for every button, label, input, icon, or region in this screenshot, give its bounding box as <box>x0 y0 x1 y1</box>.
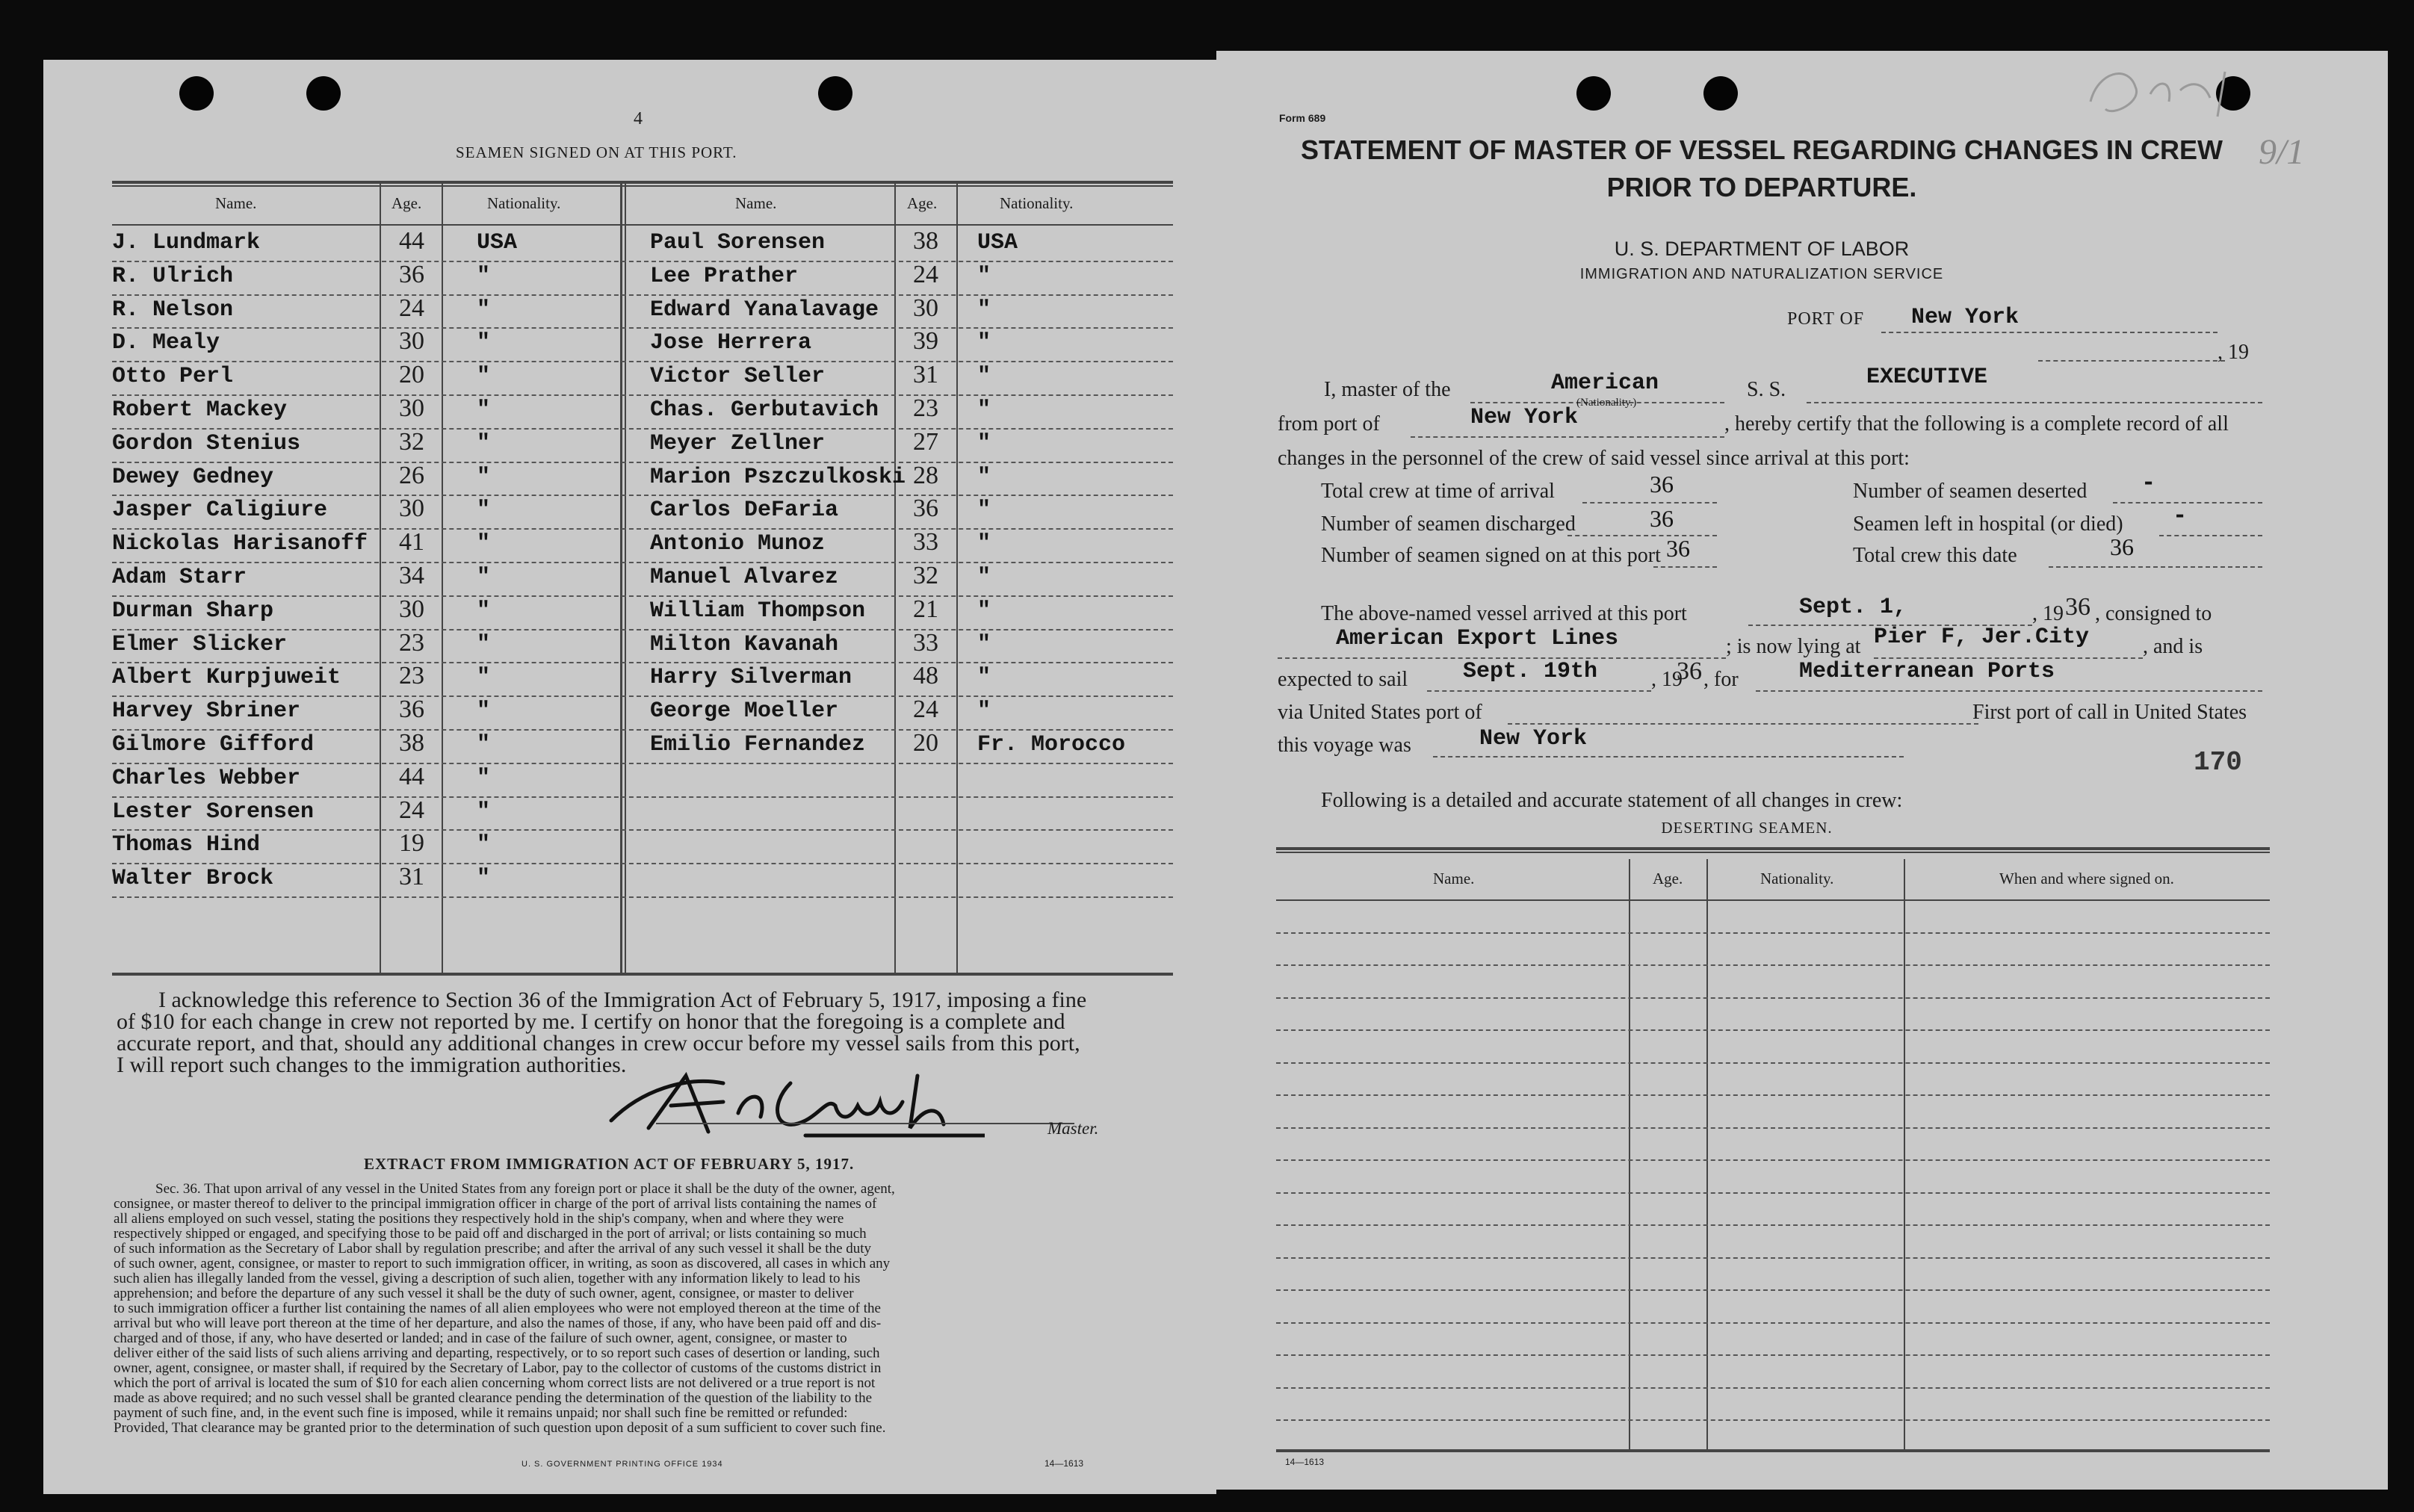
col-header-age: Age. <box>907 194 938 212</box>
deserted-value: - <box>2141 469 2156 497</box>
punch-hole <box>1703 76 1738 111</box>
arrived-label: The above-named vessel arrived at this port <box>1321 602 1687 625</box>
total-crew-date-value: 36 <box>2110 533 2134 560</box>
for-label: , for <box>1703 668 1739 691</box>
row-divider <box>112 662 1173 663</box>
crew-name: Harry Silverman <box>650 665 852 691</box>
crew-name: Manuel Alvarez <box>650 565 839 590</box>
crew-nationality: " <box>977 598 991 624</box>
lying-label: ; is now lying at <box>1726 635 1861 658</box>
port-label: PORT OF <box>1787 309 1865 329</box>
crew-nationality: " <box>977 397 991 423</box>
row-divider <box>112 394 1173 396</box>
crew-age: 39 <box>913 327 938 356</box>
extract-line: of such information as the Secretary of Labor shall by regulation prescribe; and after the arrival of any such vessel it shall be the duty <box>114 1241 872 1257</box>
crew-nationality: " <box>477 498 491 524</box>
col-header-name: Name. <box>1433 870 1475 887</box>
row-divider <box>1276 1127 2270 1129</box>
crew-name: Walter Brock <box>112 866 274 892</box>
crew-age: 20 <box>913 729 938 757</box>
crew-age: 36 <box>399 695 424 724</box>
row-divider <box>112 796 1173 798</box>
crew-age: 33 <box>913 528 938 557</box>
fill-line <box>1756 690 2262 692</box>
crew-nationality: " <box>977 364 991 390</box>
extract-line: respectively shipped or engaged, and specifying those to be paid off and discharged in the port of arrival; or lists containing so much <box>114 1226 867 1242</box>
crew-nationality: " <box>477 765 491 791</box>
printing-office: U. S. GOVERNMENT PRINTING OFFICE 1934 <box>522 1460 723 1469</box>
crew-name: Harvey Sbriner <box>112 698 301 725</box>
table-header-rule <box>1276 899 2270 901</box>
extract-line: apprehension; and before the departure of any such vessel it shall be the duty of such owner, agent, consignee, or master to deliver <box>114 1286 854 1301</box>
crew-nationality: " <box>977 498 991 524</box>
crew-nationality: " <box>477 565 491 590</box>
section-title: SEAMEN SIGNED ON AT THIS PORT. <box>456 143 737 161</box>
crew-age: 30 <box>399 327 424 356</box>
crew-age: 41 <box>399 528 424 557</box>
fill-line <box>2038 360 2225 362</box>
sail-year-prefix: , 19 <box>1651 668 1683 691</box>
table-bottom-rule <box>1276 1449 2270 1452</box>
fill-line <box>1881 332 2218 333</box>
col-header-nationality: Nationality. <box>487 194 561 212</box>
crew-name: Meyer Zellner <box>650 430 826 456</box>
fill-line <box>1653 566 1717 568</box>
total-crew-date-label: Total crew this date <box>1853 544 2017 567</box>
row-divider <box>1276 1289 2270 1291</box>
crew-name: J. Lundmark <box>112 230 261 255</box>
crew-nationality: " <box>977 430 991 456</box>
arrived-year-prefix: , 19 <box>2032 602 2064 625</box>
crew-nationality: " <box>477 832 491 858</box>
row-divider <box>112 261 1173 262</box>
crew-name: Emilio Fernandez <box>650 732 866 757</box>
crew-nationality: " <box>477 397 491 423</box>
left-page <box>43 60 1216 1494</box>
punch-hole <box>179 76 214 111</box>
crew-age: 36 <box>913 495 938 523</box>
form-title-line2: PRIOR TO DEPARTURE. <box>1606 172 1917 202</box>
extract-line: payment of such fine, and, in the event such fine is imposed, while it remains unpaid; nor shall such fine be remitted or refunded: <box>114 1405 848 1421</box>
extract-line: which the port of arrival is located the sum of $10 for each alien concerning whom correct lists are not delivered or a true report is not <box>114 1375 876 1391</box>
crew-nationality: " <box>477 866 491 892</box>
form-title: STATEMENT OF MASTER OF VESSEL REGARDING CHANGES IN CREW <box>1300 134 2223 165</box>
consigned-label: , consigned to <box>2095 602 2212 625</box>
row-divider <box>112 327 1173 329</box>
table-top-rule <box>1276 852 2270 853</box>
extract-line: charged and of those, if any, who have deserted or landed; and in case of the failure of such owner, agent, consignee, or master to <box>114 1330 847 1346</box>
extract-line: consignee, or master thereof to deliver to the principal immigration officer in charge of the port of arrival lists containing the names of <box>114 1196 877 1212</box>
total-crew-arrival-label: Total crew at time of arrival <box>1321 480 1555 503</box>
crew-age: 33 <box>913 628 938 657</box>
form-code: 14—1613 <box>1044 1458 1084 1469</box>
fill-line <box>2113 502 2262 504</box>
crew-nationality: " <box>477 297 491 323</box>
extract-line: of such owner, agent, consignee, or master to report to such immigration officer, in writing, as soon as discovered, all cases in which any <box>114 1256 891 1271</box>
crew-age: 38 <box>913 227 938 255</box>
row-divider <box>112 495 1173 496</box>
crew-name: Edward Yanalavage <box>650 297 879 323</box>
row-divider <box>112 562 1173 563</box>
fill-line <box>1807 402 2262 403</box>
crew-nationality: " <box>477 799 491 825</box>
expected-label: expected to sail <box>1278 668 1408 691</box>
master-of-label: I, master of the <box>1324 378 1451 401</box>
crew-age: 30 <box>399 394 424 422</box>
total-crew-arrival-value: 36 <box>1650 471 1674 498</box>
extract-line: made as above required; and no such vessel shall be granted clearance pending the determination of the question of the liability to the <box>114 1390 873 1406</box>
punch-hole <box>1576 76 1611 111</box>
discharged-value: 36 <box>1650 505 1674 532</box>
crew-name: Charles Webber <box>112 765 301 791</box>
punch-hole <box>818 76 852 111</box>
crew-age: 44 <box>399 227 424 255</box>
col-header-age: Age. <box>391 194 422 212</box>
following-text: Following is a detailed and accurate statement of all changes in crew: <box>1321 789 1903 812</box>
deserted-label: Number of seamen deserted <box>1853 480 2088 503</box>
col-header-nationality: Nationality. <box>1000 194 1074 212</box>
master-label: Master. <box>1047 1119 1099 1138</box>
fill-line <box>2049 566 2262 568</box>
column-divider <box>894 182 896 974</box>
crew-nationality: " <box>477 631 491 657</box>
extract-line: all aliens employed on such vessel, stating the positions they respectively hold in the ship's company, when and where they were <box>114 1211 844 1227</box>
crew-nationality: " <box>977 565 991 590</box>
row-divider <box>1276 1094 2270 1096</box>
discharged-label: Number of seamen discharged <box>1321 512 1576 536</box>
extract-line: owner, agent, consignee, or master shall, if required by the Secretary of Labor, pay to the collector of customs of the customs district in <box>114 1360 882 1376</box>
crew-nationality: " <box>477 263 491 289</box>
and-is-text: , and is <box>2143 635 2203 658</box>
lying-value: Pier F, Jer.City <box>1874 625 2090 650</box>
crew-name: R. Nelson <box>112 297 234 323</box>
port-value: New York <box>1911 305 2020 330</box>
crew-name: Carlos DeFaria <box>650 498 839 524</box>
signed-on-value: 36 <box>1666 535 1690 562</box>
crew-nationality: " <box>977 665 991 691</box>
crew-nationality: Fr. Morocco <box>977 732 1126 757</box>
form-number: Form 689 <box>1279 112 1326 124</box>
crew-name: R. Ulrich <box>112 263 234 289</box>
row-divider <box>1276 1257 2270 1259</box>
row-divider <box>1276 964 2270 966</box>
crew-nationality: " <box>977 698 991 725</box>
row-divider <box>112 829 1173 831</box>
ss-label: S. S. <box>1747 378 1786 401</box>
hospital-value: - <box>2173 502 2188 530</box>
crew-name: Lee Prather <box>650 263 799 289</box>
deserting-title: DESERTING SEAMEN. <box>1661 819 1833 837</box>
crew-age: 24 <box>913 695 938 724</box>
extract-line: Provided, That clearance may be granted prior to the determination of such question upon deposit of a sum sufficient to cover such fine. <box>114 1420 886 1436</box>
row-divider <box>1276 1419 2270 1421</box>
table-top-rule <box>112 185 1173 187</box>
row-divider <box>112 763 1173 764</box>
pencil-annotation <box>2083 57 2277 146</box>
crew-name: Jose Herrera <box>650 330 812 356</box>
row-divider <box>112 462 1173 463</box>
crew-nationality: " <box>977 531 991 557</box>
table-bottom-rule <box>112 973 1173 976</box>
crew-age: 32 <box>399 427 424 456</box>
signature-name-label <box>1047 1056 1051 1076</box>
column-divider <box>625 182 626 974</box>
crew-nationality: " <box>477 464 491 490</box>
arrived-year: 36 <box>2065 593 2090 621</box>
crew-name: Jasper Caligiure <box>112 498 328 524</box>
col-header-name: Name. <box>215 194 257 212</box>
row-divider <box>112 896 1173 898</box>
crew-age: 31 <box>913 361 938 389</box>
row-divider <box>112 863 1173 864</box>
crew-nationality: " <box>477 665 491 691</box>
crew-name: Albert Kurpjuweit <box>112 665 341 691</box>
extract-line: deliver either of the said lists of such aliens arriving and departing, respectively, or to so report such cases of desertion or landing, such <box>114 1345 880 1361</box>
crew-age: 38 <box>399 729 424 757</box>
extract-title: EXTRACT FROM IMMIGRATION ACT OF FEBRUARY 5, 1917. <box>364 1155 855 1173</box>
master-signature <box>596 1061 985 1143</box>
destination: Mediterranean Ports <box>1799 659 2055 684</box>
crew-age: 23 <box>399 662 424 690</box>
fill-line <box>1567 535 1717 536</box>
crew-age: 24 <box>399 796 424 824</box>
this-voyage-label: this voyage was <box>1278 734 1411 757</box>
crew-name: Marion Pszczulkoski <box>650 464 906 490</box>
row-divider <box>112 695 1173 697</box>
ack-line: I acknowledge this reference to Section 36 of the Immigration Act of February 5, 1917, imposing a fine <box>158 988 1087 1012</box>
fill-line <box>2159 535 2262 536</box>
crew-nationality: " <box>477 698 491 725</box>
col-header-age: Age. <box>1653 870 1683 887</box>
nationality-caption: (Nationality.) <box>1576 397 1637 409</box>
via-label: via United States port of <box>1278 701 1482 724</box>
first-port-value: New York <box>1479 726 1588 752</box>
row-divider <box>1276 1224 2270 1226</box>
crew-age: 19 <box>399 829 424 858</box>
table-header-rule <box>112 224 1173 226</box>
crew-nationality: " <box>477 531 491 557</box>
row-divider <box>1276 1387 2270 1389</box>
consignee: American Export Lines <box>1336 626 1619 651</box>
crew-nationality: USA <box>977 230 1018 255</box>
fill-line <box>1411 436 1724 438</box>
crew-name: Antonio Munoz <box>650 531 826 557</box>
crew-age: 24 <box>913 260 938 288</box>
from-port-value: New York <box>1470 405 1579 430</box>
crew-age: 24 <box>399 294 424 322</box>
row-divider <box>112 361 1173 362</box>
hospital-label: Seamen left in hospital (or died) <box>1853 512 2123 536</box>
crew-nationality: " <box>477 430 491 456</box>
fill-line <box>1433 756 1904 757</box>
crew-nationality: " <box>977 464 991 490</box>
crew-name: Dewey Gedney <box>112 464 274 490</box>
department-name: U. S. DEPARTMENT OF LABOR <box>1614 238 1910 260</box>
column-divider <box>620 182 622 974</box>
crew-age: 31 <box>399 863 424 891</box>
punch-hole <box>306 76 341 111</box>
crew-name: Nickolas Harisanoff <box>112 531 368 557</box>
crew-name: Paul Sorensen <box>650 230 826 255</box>
changes-text: changes in the personnel of the crew of said vessel since arrival at this port: <box>1278 447 1910 470</box>
column-divider <box>1629 859 1630 1449</box>
row-divider <box>112 729 1173 731</box>
fill-line <box>1582 502 1717 504</box>
crew-age: 21 <box>913 595 938 623</box>
crew-name: Elmer Slicker <box>112 631 288 657</box>
fill-line <box>1508 723 1978 725</box>
crew-name: D. Mealy <box>112 330 220 356</box>
crew-age: 30 <box>399 595 424 623</box>
row-divider <box>112 528 1173 530</box>
col-header-when-where: When and where signed on. <box>1999 870 2174 887</box>
certify-text: , hereby certify that the following is a complete record of all <box>1724 412 2229 436</box>
column-divider <box>1706 859 1708 1449</box>
ack-line: I will report such changes to the immigration authorities. <box>117 1053 627 1077</box>
service-name: IMMIGRATION AND NATURALIZATION SERVICE <box>1579 266 1944 282</box>
crew-age: 20 <box>399 361 424 389</box>
crew-name: Victor Seller <box>650 364 826 390</box>
crew-nationality: " <box>977 263 991 289</box>
crew-nationality: " <box>477 598 491 624</box>
col-header-nationality: Nationality. <box>1760 870 1834 887</box>
column-divider <box>380 182 381 974</box>
crew-name: George Moeller <box>650 698 839 725</box>
crew-age: 23 <box>399 628 424 657</box>
crew-name: Durman Sharp <box>112 598 274 624</box>
extract-line: to such immigration officer a further list containing the names of all alien employees who were not employed thereon at the time of the <box>114 1301 881 1316</box>
crew-nationality: USA <box>477 230 518 255</box>
crew-age: 26 <box>399 461 424 489</box>
first-port-label: First port of call in United States <box>1972 701 2247 724</box>
crew-name: Robert Mackey <box>112 397 288 423</box>
arrived-date: Sept. 1, <box>1799 595 1907 620</box>
form-code: 14—1613 <box>1285 1457 1325 1467</box>
crew-age: 36 <box>399 260 424 288</box>
vessel-nationality: American <box>1551 371 1659 396</box>
crew-age: 30 <box>913 294 938 322</box>
stamp-number: 170 <box>2194 747 2242 778</box>
column-divider <box>956 182 958 974</box>
crew-name: Thomas Hind <box>112 832 261 858</box>
crew-age: 44 <box>399 762 424 790</box>
crew-name: Otto Perl <box>112 364 234 390</box>
table-top-rule <box>1276 847 2270 850</box>
row-divider <box>112 629 1173 630</box>
crew-nationality: " <box>977 330 991 356</box>
crew-name: Chas. Gerbutavich <box>650 397 879 423</box>
column-divider <box>1904 859 1905 1449</box>
crew-age: 27 <box>913 427 938 456</box>
extract-line: Sec. 36. That upon arrival of any vessel in the United States from any foreign port or place it shall be the duty of the owner, agent, <box>155 1181 895 1197</box>
column-divider <box>442 182 443 974</box>
ack-line: accurate report, and that, should any additional changes in crew occur before my vessel sails from this port, <box>117 1031 1080 1056</box>
sail-year: 36 <box>1677 657 1702 685</box>
crew-name: Gilmore Gifford <box>112 732 315 757</box>
crew-nationality: " <box>977 631 991 657</box>
ack-line: of $10 for each change in crew not reported by me. I certify on honor that the foregoing is a complete and <box>117 1009 1065 1034</box>
crew-name: Lester Sorensen <box>112 799 315 825</box>
extract-line: such alien has illegally landed from the vessel, giving a description of such alien, together with any information likely to lead to his <box>114 1271 861 1286</box>
row-divider <box>1276 1354 2270 1356</box>
crew-age: 23 <box>913 394 938 422</box>
crew-age: 48 <box>913 662 938 690</box>
from-port-label: from port of <box>1278 412 1380 436</box>
crew-nationality: " <box>477 364 491 390</box>
crew-name: Gordon Stenius <box>112 430 301 456</box>
crew-age: 28 <box>913 461 938 489</box>
signed-on-label: Number of seamen signed on at this port <box>1321 544 1661 567</box>
crew-name: Adam Starr <box>112 565 247 590</box>
extract-line: arrival but who will leave port thereon at the time of her departure, and also the names of those, if any, who have been paid off and dis- <box>114 1316 882 1331</box>
crew-nationality: " <box>477 330 491 356</box>
row-divider <box>1276 932 2270 934</box>
page-number: 4 <box>634 109 643 128</box>
crew-name: William Thompson <box>650 598 866 624</box>
table-top-rule <box>112 181 1173 184</box>
crew-nationality: " <box>977 297 991 323</box>
crew-nationality: " <box>477 732 491 757</box>
col-header-name: Name. <box>735 194 777 212</box>
crew-age: 30 <box>399 495 424 523</box>
crew-age: 32 <box>913 562 938 589</box>
row-divider <box>112 294 1173 296</box>
signature-line <box>656 1123 1074 1124</box>
extract-text <box>114 1182 1174 1436</box>
sail-date: Sept. 19th <box>1463 659 1598 684</box>
right-page <box>1216 51 2388 1490</box>
row-divider <box>1276 1322 2270 1324</box>
crew-age: 34 <box>399 562 424 589</box>
corner-note: 9/1 <box>2259 132 2305 172</box>
row-divider <box>1276 997 2270 999</box>
row-divider <box>1276 1159 2270 1161</box>
fill-line <box>1427 690 1651 692</box>
year-prefix: , 19 <box>2218 341 2249 364</box>
row-divider <box>1276 1029 2270 1031</box>
crew-name: Milton Kavanah <box>650 631 839 657</box>
ship-name: EXECUTIVE <box>1866 365 1988 390</box>
row-divider <box>112 428 1173 430</box>
row-divider <box>112 595 1173 597</box>
row-divider <box>1276 1062 2270 1064</box>
row-divider <box>1276 1192 2270 1194</box>
